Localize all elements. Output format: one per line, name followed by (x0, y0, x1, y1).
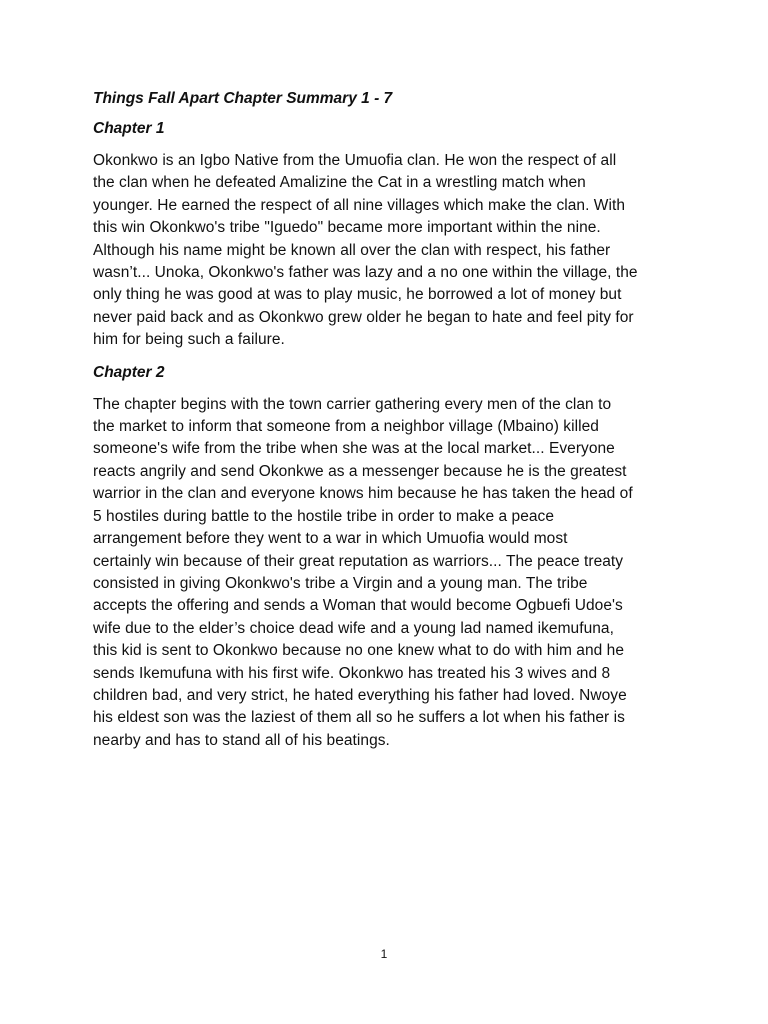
paragraph-line: accepts the offering and sends a Woman that would become Ogbuefi Udoe's (93, 597, 623, 615)
document-title: Things Fall Apart Chapter Summary 1 - 7 (93, 90, 393, 107)
paragraph-line: never paid back and as Okonkwo grew older he began to hate and feel pity for (93, 308, 634, 326)
paragraph-line: sends Ikemufuna with his first wife. Okonkwo has treated his 3 wives and 8 (93, 664, 611, 682)
paragraph-line: nearby and has to stand all of his beatings. (93, 731, 390, 749)
chapter-heading: Chapter 1 (93, 120, 165, 137)
chapter-paragraph (93, 394, 676, 753)
paragraph-line: 5 hostiles during battle to the hostile tribe in order to make a peace (93, 507, 555, 525)
paragraph-line: consisted in giving Okonkwo's tribe a Virgin and a young man. The tribe (93, 574, 588, 592)
section-chapter-1 (93, 118, 676, 352)
section-chapter-2 (93, 362, 676, 753)
chapter-paragraph (93, 150, 676, 352)
paragraph-line: children bad, and very strict, he hated everything his father had loved. Nwoye (93, 686, 627, 704)
chapter-heading: Chapter 2 (93, 363, 165, 381)
paragraph-line: reacts angrily and send Okonkwe as a messenger because he is the greatest (93, 462, 627, 480)
paragraph-line: him for being such a failure. (93, 331, 285, 349)
paragraph-line: Okonkwo is an Igbo Native from the Umuofia clan. He won the respect of all (93, 152, 617, 169)
paragraph-line: the market to inform that someone from a neighbor village (Mbaino) killed (93, 418, 599, 436)
paragraph-line: his eldest son was the laziest of them all so he suffers a lot when his father is (93, 709, 625, 727)
paragraph-line: wasn’t... Unoka, Okonkwo's father was lazy and a no one within the village, the (93, 264, 638, 282)
paragraph-line: wife due to the elder’s choice dead wife and a young lad named ikemufuna, (93, 619, 614, 637)
paragraph-line: certainly win because of their great reputation as warriors... The peace treaty (93, 552, 624, 570)
paragraph-line: warrior in the clan and everyone knows him because he has taken the head of (93, 485, 633, 503)
page-number: 1 (380, 947, 388, 961)
paragraph-line: this win Okonkwo's tribe "Iguedo" became more important within the nine. (93, 219, 601, 237)
paragraph-line: younger. He earned the respect of all nine villages which make the clan. With (93, 196, 625, 214)
paragraph-line: arrangement before they went to a war in which Umuofia would most (93, 530, 568, 548)
paragraph-line: this kid is sent to Okonkwo because no one knew what to do with him and he (93, 642, 625, 660)
paragraph-line: The chapter begins with the town carrier gathering every men of the clan to (93, 395, 612, 413)
paragraph-line: Although his name might be known all over the clan with respect, his father (93, 241, 611, 259)
paragraph-line: only thing he was good at was to play music, he borrowed a lot of money but (93, 286, 622, 304)
paragraph-line: the clan when he defeated Amalizine the Cat in a wrestling match when (93, 174, 586, 192)
paragraph-line: someone's wife from the tribe when she was at the local market... Everyone (93, 440, 615, 458)
